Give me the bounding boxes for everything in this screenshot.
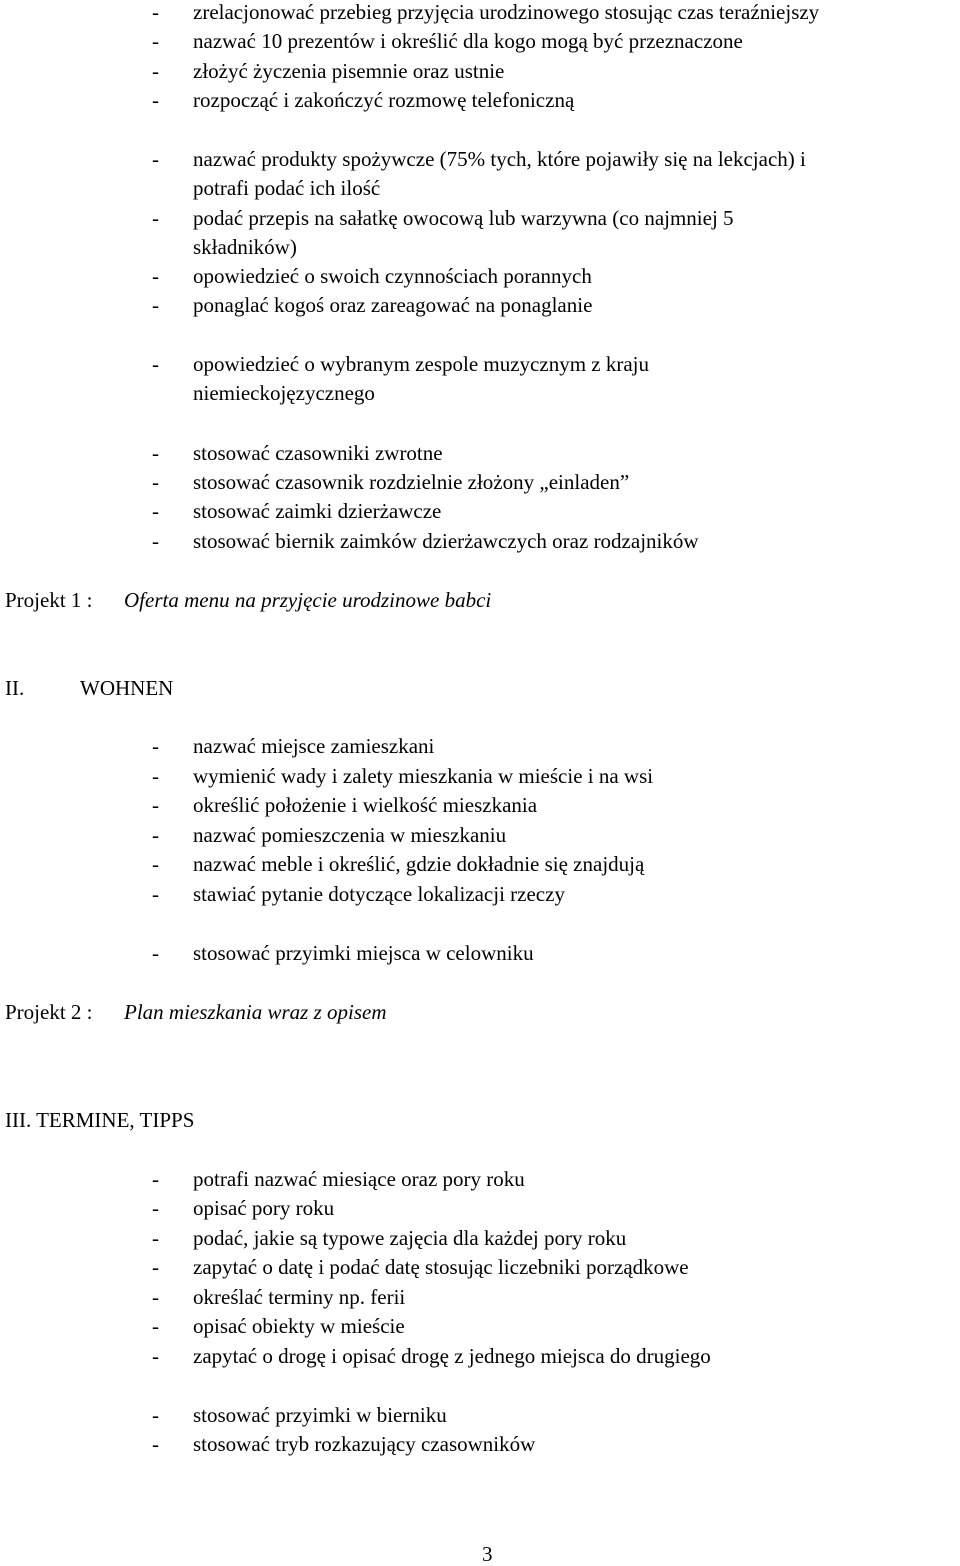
list-item-text: niemieckojęzycznego — [193, 381, 375, 405]
list-item-text: określić położenie i wielkość mieszkania — [193, 793, 538, 817]
list-item-text: zapytać o datę i podać datę stosując liczebniki porządkowe — [193, 1255, 689, 1279]
list-item-text: rozpocząć i zakończyć rozmowę telefoniczną — [193, 88, 575, 112]
bullet-dash: - — [152, 499, 159, 523]
bullet-dash: - — [152, 1403, 159, 1427]
bullet-dash: - — [152, 1196, 159, 1220]
list-item-text: potrafi nazwać miesiące oraz pory roku — [193, 1167, 525, 1191]
section-title: WOHNEN — [80, 676, 174, 700]
bullet-dash: - — [152, 1255, 159, 1279]
bullet-dash: - — [152, 88, 159, 112]
list-item-text: stosować tryb rozkazujący czasowników — [193, 1432, 536, 1456]
bullet-dash: - — [152, 852, 159, 876]
bullet-dash: - — [152, 29, 159, 53]
list-item-text: opowiedzieć o wybranym zespole muzycznym z kraju — [193, 352, 650, 376]
list-item-text: stawiać pytanie dotyczące lokalizacji rzeczy — [193, 882, 565, 906]
project-title: Plan mieszkania wraz z opisem — [124, 1000, 387, 1024]
bullet-dash: - — [152, 529, 159, 553]
list-item-text: stosować zaimki dzierżawcze — [193, 499, 442, 523]
bullet-dash: - — [152, 1432, 159, 1456]
list-item-text: zrelacjonować przebieg przyjęcia urodzinowego stosując czas teraźniejszy — [193, 0, 820, 24]
list-item-text: ponaglać kogoś oraz zareagować na ponaglanie — [193, 293, 593, 317]
list-item-text: nazwać pomieszczenia w mieszkaniu — [193, 823, 507, 847]
list-item-text: opowiedzieć o swoich czynnościach porannych — [193, 264, 592, 288]
list-item-text: złożyć życzenia pisemnie oraz ustnie — [193, 59, 505, 83]
bullet-dash: - — [152, 293, 159, 317]
bullet-dash: - — [152, 764, 159, 788]
bullet-dash: - — [152, 470, 159, 494]
bullet-dash: - — [152, 0, 159, 24]
project-label: Projekt 1 : — [5, 588, 93, 612]
list-item-text: stosować czasowniki zwrotne — [193, 441, 443, 465]
bullet-dash: - — [152, 734, 159, 758]
list-item-text: potrafi podać ich ilość — [193, 176, 381, 200]
project-title: Oferta menu na przyjęcie urodzinowe babci — [124, 588, 492, 612]
list-item-text: opisać pory roku — [193, 1196, 335, 1220]
project-label: Projekt 2 : — [5, 1000, 93, 1024]
list-item-text: zapytać o drogę i opisać drogę z jednego miejsca do drugiego — [193, 1344, 711, 1368]
bullet-dash: - — [152, 1285, 159, 1309]
page-number: 3 — [482, 1542, 493, 1566]
bullet-dash: - — [152, 793, 159, 817]
list-item-text: stosować przyimki miejsca w celowniku — [193, 941, 534, 965]
section-title: III. TERMINE, TIPPS — [5, 1108, 195, 1132]
list-item-text: nazwać 10 prezentów i określić dla kogo mogą być przeznaczone — [193, 29, 743, 53]
bullet-dash: - — [152, 1226, 159, 1250]
bullet-dash: - — [152, 352, 159, 376]
list-item-text: stosować przyimki w bierniku — [193, 1403, 447, 1427]
list-item-text: określać terminy np. ferii — [193, 1285, 406, 1309]
bullet-dash: - — [152, 264, 159, 288]
bullet-dash: - — [152, 147, 159, 171]
list-item-text: nazwać miejsce zamieszkani — [193, 734, 435, 758]
list-item-text: nazwać meble i określić, gdzie dokładnie się znajdują — [193, 852, 645, 876]
bullet-dash: - — [152, 441, 159, 465]
section-number: II. — [5, 676, 25, 700]
list-item-text: nazwać produkty spożywcze (75% tych, które pojawiły się na lekcjach) i — [193, 147, 806, 171]
bullet-dash: - — [152, 59, 159, 83]
bullet-dash: - — [152, 941, 159, 965]
bullet-dash: - — [152, 823, 159, 847]
list-item-text: opisać obiekty w mieście — [193, 1314, 405, 1338]
bullet-dash: - — [152, 882, 159, 906]
list-item-text: stosować czasownik rozdzielnie złożony „einladen” — [193, 470, 630, 494]
list-item-text: podać przepis na sałatkę owocową lub warzywna (co najmniej 5 — [193, 206, 734, 230]
list-item-text: podać, jakie są typowe zajęcia dla każdej pory roku — [193, 1226, 627, 1250]
list-item-text: składników) — [193, 235, 297, 259]
bullet-dash: - — [152, 1167, 159, 1191]
bullet-dash: - — [152, 1314, 159, 1338]
bullet-dash: - — [152, 1344, 159, 1368]
list-item-text: wymienić wady i zalety mieszkania w mieście i na wsi — [193, 764, 654, 788]
bullet-dash: - — [152, 206, 159, 230]
list-item-text: stosować biernik zaimków dzierżawczych oraz rodzajników — [193, 529, 699, 553]
